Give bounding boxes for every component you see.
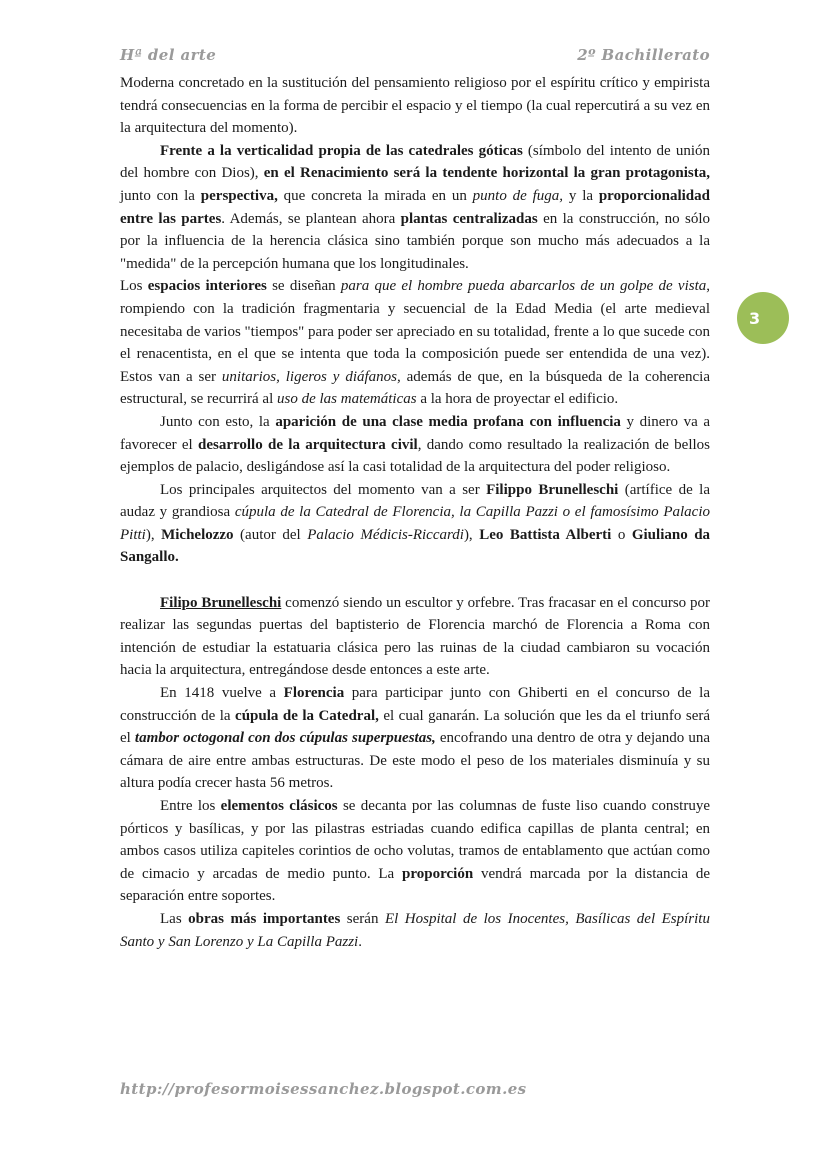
text-run: Florencia — [283, 685, 345, 702]
text-run: El Hospital de los Inocentes, Basílicas del Espíritu Santo y San Lorenzo y La Capilla Pazzi — [120, 910, 710, 950]
text-run: además de que, en la búsqueda de la coherencia estructural, se recurrirá al — [120, 368, 710, 408]
text-run: Junto con esto, la — [160, 413, 276, 430]
paragraph — [120, 682, 710, 795]
page-header — [120, 46, 710, 64]
text-run: (símbolo del intento de unión del hombre con Dios), — [120, 142, 710, 182]
text-run: Michelozzo — [161, 526, 234, 543]
text-run: punto de fuga, — [472, 187, 564, 204]
text-run: perspectiva, — [200, 187, 278, 204]
page-footer — [120, 1080, 526, 1099]
paragraph — [120, 479, 710, 569]
paragraph — [120, 140, 710, 276]
text-run: Las — [160, 910, 189, 927]
text-run: que concreta la mirada en un — [277, 187, 473, 204]
text-run: Palacio Médicis-Riccardi — [307, 526, 464, 543]
text-run: ), — [463, 526, 480, 543]
paragraph — [120, 72, 710, 140]
text-run: junto con la — [120, 187, 201, 204]
footer-blog-url[interactable]: http://profesormoisessanchez.blogspot.com.es — [120, 1080, 527, 1098]
text-run: Frente a la verticalidad propia de las catedrales góticas — [160, 142, 523, 159]
text-run: elementos clásicos — [220, 798, 338, 814]
text-run: en la construcción, no sólo por la influencia de la herencia clásica sino también porque son mucho más adecuados a la "medida" de la percepción humana que los longitudinales. — [120, 210, 710, 272]
paragraph — [120, 908, 710, 953]
text-run: (autor del — [233, 526, 308, 543]
text-run: para que el hombre pueda abarcarlos de un golpe de vista — [340, 278, 707, 295]
text-run: el cual ganarán. La solución que les da el triunfo será el — [120, 707, 711, 747]
text-run: unitarios, ligeros y diáfanos, — [221, 368, 401, 385]
page-number: 3 — [749, 308, 761, 328]
text-run: Los — [120, 278, 148, 295]
text-run: comenzó siendo un escultor y orfebre. Tras fracasar en el concurso por realizar las segundas puertas del baptisterio de Florencia marchó de Florencia a Roma con intención de estudiar la estatuaria clásica pero las ruinas de la ciudad cambiaron su vocación hacia la arquitectura, entregándose desde entonces a este arte. — [120, 594, 710, 679]
text-run: y dinero va a favorecer el — [120, 413, 710, 453]
text-run: obras más importantes — [188, 910, 341, 927]
text-run: se diseñan — [266, 278, 341, 295]
header-grade-level: 2º Bachillerato — [577, 46, 710, 64]
text-run: se decanta por las columnas de fuste liso cuando construye pórticos y basílicas, y por las pilastras estriadas cuando edifica capillas de planta central; en ambos casos utiliza capiteles corintios de ocho volutas, tramos de entablamento que actúan como de cimacio y arcadas de medio punto. La — [120, 798, 710, 882]
page-number-badge — [737, 292, 789, 344]
text-run: tambor octogonal con dos cúpulas superpuestas, — [134, 730, 436, 747]
text-run: aparición de una clase media profana con influencia — [275, 413, 621, 430]
text-run: y la — [563, 187, 599, 204]
text-run: o — [611, 526, 632, 543]
text-run: encofrando una dentro de otra y dejando una cámara de aire entre ambas estructuras. De este modo el peso de los materiales disminuía y su altura podía crecer hasta 56 metros. — [120, 730, 711, 792]
text-run: proporción — [402, 865, 474, 882]
text-run: , rompiendo con la tradición fragmentaria y secuencial de la Edad Media (el arte medieval necesitaba de varios "tiempos" para poder ser apreciado en su totalidad, frente a lo que sucede con el renacentista, en el que se intenta que toda la composición puede ser entendida de una vez). Estos van a ser — [120, 278, 710, 385]
text-run: . — [358, 933, 362, 950]
text-run: plantas centralizadas — [400, 210, 538, 227]
text-run: desarrollo de la arquitectura civil — [198, 436, 418, 453]
text-run: Leo Battista Alberti — [479, 526, 612, 543]
text-run: espacios interiores — [147, 278, 267, 295]
text-run: Moderna concretado en la sustitución del pensamiento religioso por el espíritu crítico y empirista tendrá consecuencias en la forma de percibir el espacio y el tiempo (la cual repercutirá a su vez en la arquitectura del momento). — [120, 75, 710, 137]
text-run: Entre los — [160, 798, 221, 814]
text-run: proporcionalidad entre las partes — [120, 187, 710, 227]
paragraph — [120, 275, 710, 411]
text-run: Los principales arquitectos del momento van a ser — [160, 481, 487, 498]
header-course-title: Hª del arte — [120, 46, 217, 64]
text-run: Giuliano da Sangallo. — [120, 526, 711, 566]
paragraph — [120, 795, 710, 908]
paragraph — [120, 592, 710, 682]
text-run: cúpula de la Catedral, — [235, 707, 379, 724]
text-run: vendrá marcada por la distancia de separación entre soportes. — [120, 865, 710, 905]
text-run: a la hora de proyectar el edificio. — [416, 391, 619, 408]
text-run: uso de las matemáticas — [277, 391, 417, 408]
text-run: Filipo Brunelleschi — [160, 594, 282, 611]
text-run: . Además, se plantean ahora — [221, 210, 401, 227]
page-body — [120, 72, 710, 953]
text-run: serán — [340, 910, 385, 927]
text-run: para participar junto con Ghiberti en el concurso de la construcción de la — [120, 685, 710, 724]
paragraph — [120, 411, 710, 479]
text-run: En 1418 vuelve a — [160, 685, 284, 702]
text-run: Filippo Brunelleschi — [486, 481, 619, 498]
text-run: cúpula de la Catedral de Florencia, la Capilla Pazzi o el famosísimo Palacio Pitti — [120, 504, 710, 543]
text-run: , dando como resultado la realización de bellos ejemplos de palacio, desligándose así la casi totalidad de la arquitectura del poder religioso. — [120, 436, 710, 476]
text-run: (artífice de la audaz y grandiosa — [120, 481, 710, 521]
text-run: ), — [145, 526, 162, 543]
text-run: en el Renacimiento será la tendente horizontal la gran protagonista, — [263, 165, 710, 182]
